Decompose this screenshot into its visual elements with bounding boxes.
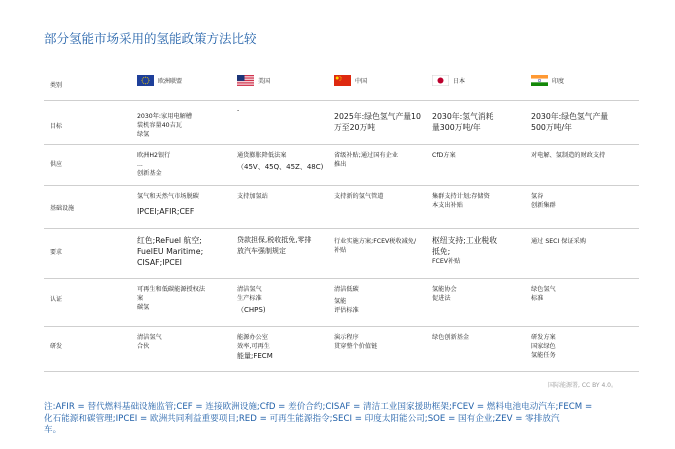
- policy-comparison-table: [44, 68, 639, 372]
- cell-text: 标准: [531, 295, 544, 302]
- cell-text: 对电解、氢制造的财政支持: [531, 152, 606, 159]
- country-name-china: 中国: [355, 78, 368, 85]
- cell-infrastructure-china: [334, 192, 430, 201]
- cell-text: （45V、45Q、45Z、48C): [237, 163, 324, 171]
- row-label-requirements: 要求: [50, 249, 63, 256]
- row-label-rnd: 研发: [50, 343, 63, 350]
- footnote-line: 注:AFIR = 替代燃料基础设施监管;CEF = 连接欧洲设施;CfD = 差价合约;CISAF = 清洁工业国家援助框架;FCEV = 燃料电池电动汽车;FECM =: [44, 402, 593, 412]
- cell-text: （CHPS): [237, 306, 266, 314]
- row-label-supply: 供应: [50, 161, 63, 168]
- cell-text: 2030年:绿色氢气产量: [531, 112, 609, 121]
- cell-text: IPCEI;AFIR;CEF: [137, 207, 195, 216]
- cell-text: 评估标准: [334, 307, 359, 314]
- cell-text: 量300万吨/年: [432, 123, 481, 132]
- source-credit: 国际能源署, CC BY 4.0。: [548, 382, 618, 389]
- country-header-us: [237, 75, 333, 86]
- cell-text: 枢纽支持;工业税收: [432, 236, 498, 245]
- cell-rnd-china: [334, 333, 430, 351]
- country-name-us: 美国: [258, 78, 271, 85]
- cell-text: 本支出补贴: [432, 202, 463, 209]
- cell-text: CISAF;IPCEI: [137, 258, 182, 267]
- row-label-certification: 认证: [50, 296, 63, 303]
- cell-text: 抵免;: [432, 247, 451, 256]
- table-row-infrastructure: [44, 186, 639, 229]
- cell-text: 合伙: [137, 343, 150, 350]
- cell-text: 绿色创新基金: [432, 334, 470, 341]
- cell-certification-japan: [432, 285, 528, 303]
- cell-target-india: [531, 111, 637, 133]
- cell-text: 通过 SECI 保证采购: [531, 238, 587, 245]
- cell-text: 氢谷: [531, 193, 544, 200]
- cell-text: 可再生和低碳能源授权法: [137, 286, 206, 293]
- cell-text: 碳氢: [137, 304, 150, 311]
- cell-certification-eu: [137, 285, 233, 312]
- cell-text: -: [237, 107, 240, 114]
- cell-text: 能量;FECM: [237, 352, 273, 360]
- us-flag-icon: [237, 75, 254, 86]
- cell-text: 2030年:家用电解槽: [137, 113, 192, 120]
- cell-text: 国家绿色: [531, 343, 556, 350]
- cell-infrastructure-india: [531, 192, 637, 210]
- cell-text: 生产标准: [237, 295, 262, 302]
- cell-target-eu: [137, 112, 233, 139]
- cell-text: 贷款担保,税收抵免,零排: [237, 236, 312, 244]
- cell-certification-india: [531, 285, 637, 303]
- cell-text: 支持加氢站: [237, 193, 268, 200]
- cell-text: ...: [137, 161, 143, 168]
- cell-text: 清洁氢气: [237, 286, 262, 293]
- cell-text: 放汽车强制规定: [237, 247, 286, 255]
- country-header-japan: [432, 75, 528, 86]
- cell-text: 省级补贴;通过国有企业: [334, 152, 398, 159]
- cell-text: 清洁低碳: [334, 286, 359, 293]
- cell-infrastructure-eu: [137, 192, 233, 217]
- cell-text: 能源办公室: [237, 334, 268, 341]
- cell-requirements-india: [531, 237, 637, 246]
- cell-text: 促进法: [432, 295, 451, 302]
- cell-target-china: [334, 111, 430, 133]
- cell-text: 演示程序: [334, 334, 359, 341]
- cell-text: 创新基金: [137, 170, 162, 177]
- cell-text: 红色;ReFuel 航空;: [137, 236, 202, 245]
- cell-rnd-india: [531, 333, 637, 360]
- cell-text: 创新集群: [531, 202, 556, 209]
- row-label-target: 目标: [50, 123, 63, 130]
- table-header-row: [44, 68, 639, 101]
- india-flag-icon: [531, 75, 548, 86]
- cell-text: FCEV补贴: [432, 258, 461, 265]
- country-header-eu: [137, 75, 233, 86]
- country-name-india: 印度: [552, 78, 565, 85]
- footnote: [44, 402, 634, 437]
- cell-text: 万至20万吨: [334, 123, 376, 132]
- country-name-japan: 日本: [453, 78, 466, 85]
- country-header-india: [531, 75, 637, 86]
- country-name-eu: 欧洲联盟: [158, 78, 183, 85]
- table-row-rnd: [44, 327, 639, 372]
- cell-certification-us: [237, 285, 333, 316]
- cell-rnd-us: [237, 333, 333, 362]
- table-row-certification: [44, 279, 639, 327]
- cell-text: 清洁氢气: [137, 334, 162, 341]
- cell-certification-china: [334, 285, 430, 315]
- cell-text: 氢能协会: [432, 286, 457, 293]
- footnote-line: 车。: [44, 425, 62, 435]
- category-header: 类别: [50, 82, 63, 89]
- cell-supply-us: [237, 151, 333, 173]
- cell-target-japan: [432, 111, 528, 133]
- cell-text: 氢气和天然气市场脱碳: [137, 193, 199, 200]
- cell-text: 行业实施方案;FCEV税收减免/: [334, 238, 417, 245]
- china-flag-icon: [334, 75, 351, 86]
- cell-supply-india: [531, 151, 637, 160]
- footnote-line: 化石能源和碳管理;IPCEI = 欧洲共同利益重要项目;RED = 可再生能源指令;SECI = 印度太阳能公司;SOE = 国有企业;ZEV = 零排放汽: [44, 413, 560, 424]
- cell-text: 通货膨胀降低法案: [237, 152, 287, 159]
- cell-target-us: [237, 106, 333, 115]
- cell-text: 2030年:氢气消耗: [432, 112, 494, 121]
- cell-text: 集群支持计划;存储资: [432, 193, 490, 200]
- cell-text: 500万吨/年: [531, 123, 572, 132]
- cell-requirements-japan: [432, 235, 528, 266]
- page-title: 部分氢能市场采用的氢能政策方法比较: [44, 31, 257, 46]
- cell-text: 推出: [334, 161, 347, 168]
- cell-supply-china: [334, 151, 430, 169]
- table-row-supply: [44, 145, 639, 186]
- cell-requirements-us: [237, 235, 333, 257]
- row-label-infrastructure: 基础设施: [50, 205, 75, 212]
- table-row-target: [44, 101, 639, 145]
- cell-text: 欧洲H2银行: [137, 152, 171, 159]
- cell-infrastructure-us: [237, 192, 333, 201]
- cell-text: 研发方案: [531, 334, 556, 341]
- japan-flag-icon: [432, 75, 449, 86]
- cell-text: 贯穿整个价值链: [334, 343, 378, 350]
- country-header-china: [334, 75, 430, 86]
- cell-text: 氢能: [334, 298, 347, 305]
- cell-requirements-china: [334, 237, 430, 255]
- cell-text: 氢能任务: [531, 352, 556, 359]
- cell-text: 补贴: [334, 247, 347, 254]
- cell-supply-eu: [137, 151, 233, 178]
- cell-supply-japan: [432, 151, 528, 160]
- cell-text: 绿色氢气: [531, 286, 556, 293]
- cell-text: 绿氢: [137, 131, 150, 138]
- cell-text: 效率,可再生: [237, 343, 270, 350]
- cell-requirements-eu: [137, 235, 233, 268]
- eu-flag-icon: [137, 75, 154, 86]
- table-row-requirements: [44, 229, 639, 279]
- cell-text: 支持新的氢气管道: [334, 193, 384, 200]
- cell-text: 装机容量40吉瓦: [137, 122, 182, 129]
- cell-text: FuelEU Maritime;: [137, 247, 204, 256]
- cell-text: CfD方案: [432, 152, 456, 159]
- cell-text: 案: [137, 295, 144, 302]
- cell-rnd-eu: [137, 333, 233, 351]
- cell-rnd-japan: [432, 333, 528, 342]
- cell-text: 2025年:绿色氢气产量10: [334, 112, 421, 121]
- cell-infrastructure-japan: [432, 192, 528, 210]
